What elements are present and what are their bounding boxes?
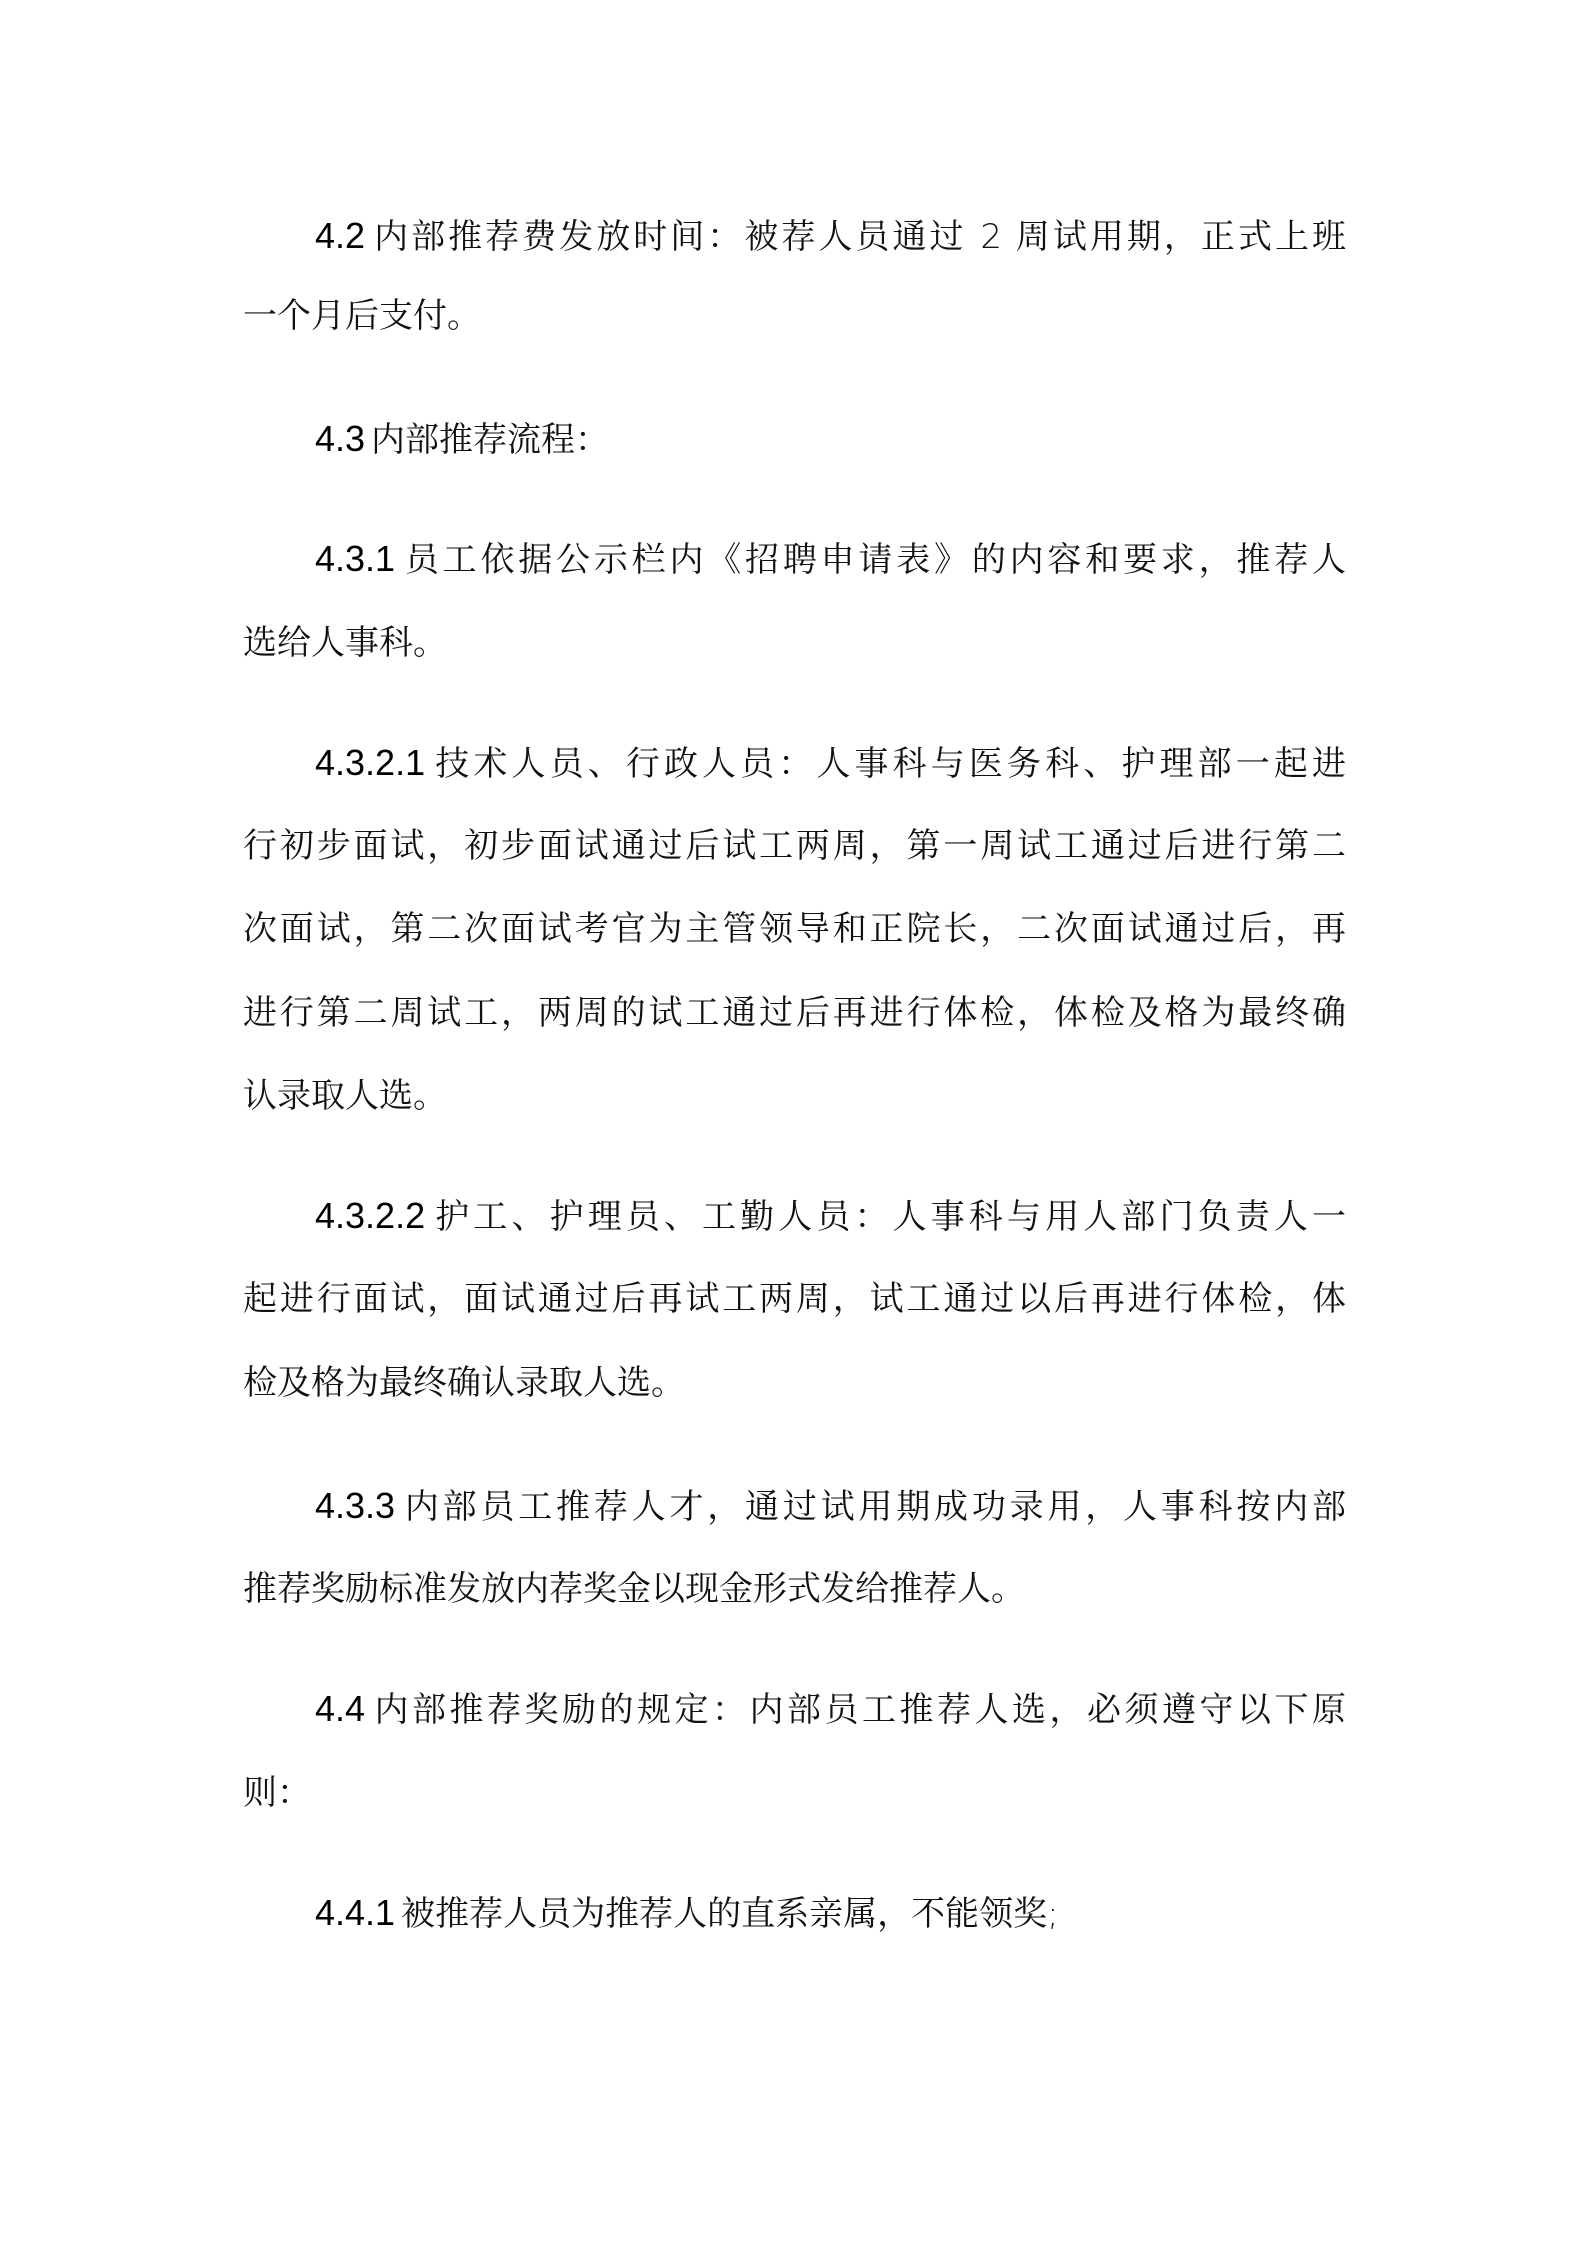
- paragraph-4-3-2-2-line-3: [243, 1363, 1346, 1403]
- paragraph-4-3-2-1-line-1: [315, 743, 1346, 783]
- paragraph-text: 选给人事科。: [243, 623, 447, 663]
- section-number: 4.4.1: [315, 1892, 396, 1933]
- paragraph-4-3-2-1-line-2: [243, 826, 1346, 866]
- paragraph-text: 内部推荐费发放时间：被荐人员通过 2 周试用期，正式上班: [371, 217, 1346, 257]
- paragraph-4-3-2-1-line-3: [243, 909, 1346, 949]
- paragraph-text: 一个月后支付。: [243, 296, 481, 336]
- paragraph-text: 员工依据公示栏内《招聘申请表》的内容和要求，推荐人: [401, 540, 1346, 580]
- paragraph-4-3-1-line-1: [315, 539, 1346, 579]
- paragraph-text: 起进行面试，面试通过后再试工两周，试工通过以后再进行体检，体: [243, 1279, 1346, 1319]
- paragraph-text: 进行第二周试工，两周的试工通过后再进行体检，体检及格为最终确: [243, 993, 1346, 1033]
- section-number: 4.4: [315, 1688, 366, 1729]
- section-number: 4.3: [315, 418, 366, 459]
- paragraph-text: 内部推荐奖励的规定：内部员工推荐人选，必须遵守以下原: [371, 1690, 1346, 1730]
- paragraph-4-3-2-1-line-4: [243, 993, 1346, 1033]
- paragraph-4-2-line-2: [243, 296, 1346, 336]
- paragraph-4-4-1-line-1: [315, 1893, 1346, 1933]
- paragraph-4-3-2-1-line-5: [243, 1076, 1346, 1116]
- paragraph-4-2-line-1: [315, 216, 1346, 256]
- paragraph-text: 技术人员、行政人员：人事科与医务科、护理部一起进: [431, 744, 1346, 784]
- section-number: 4.3.2.2: [315, 1195, 426, 1236]
- paragraph-4-3-2-2-line-1: [315, 1196, 1346, 1236]
- section-number: 4.2: [315, 215, 366, 256]
- section-number: 4.3.1: [315, 538, 396, 579]
- paragraph-text: 行初步面试，初步面试通过后试工两周，第一周试工通过后进行第二: [243, 826, 1346, 866]
- paragraph-4-3-3-line-2: [243, 1569, 1346, 1609]
- paragraph-text: 被推荐人员为推荐人的直系亲属，不能领奖;: [401, 1894, 1059, 1934]
- paragraph-4-3-3-line-1: [315, 1486, 1346, 1526]
- section-number: 4.3.2.1: [315, 742, 426, 783]
- section-number: 4.3.3: [315, 1485, 396, 1526]
- paragraph-text: 推荐奖励标准发放内荐奖金以现金形式发给推荐人。: [243, 1569, 1025, 1609]
- paragraph-4-3-2-2-line-2: [243, 1279, 1346, 1319]
- paragraph-text: 认录取人选。: [243, 1076, 447, 1116]
- paragraph-4-3-line-1: [315, 419, 1346, 459]
- paragraph-text: 内部推荐流程：: [371, 420, 610, 460]
- paragraph-4-4-line-2: [243, 1773, 1346, 1813]
- paragraph-4-3-1-line-2: [243, 623, 1346, 663]
- paragraph-text: 次面试，第二次面试考官为主管领导和正院长，二次面试通过后，再: [243, 909, 1346, 949]
- paragraph-text: 则：: [243, 1773, 311, 1813]
- paragraph-text: 检及格为最终确认录取人选。: [243, 1363, 685, 1403]
- paragraph-text: 护工、护理员、工勤人员：人事科与用人部门负责人一: [431, 1197, 1346, 1237]
- paragraph-text: 内部员工推荐人才，通过试用期成功录用，人事科按内部: [401, 1487, 1346, 1527]
- paragraph-4-4-line-1: [315, 1689, 1346, 1729]
